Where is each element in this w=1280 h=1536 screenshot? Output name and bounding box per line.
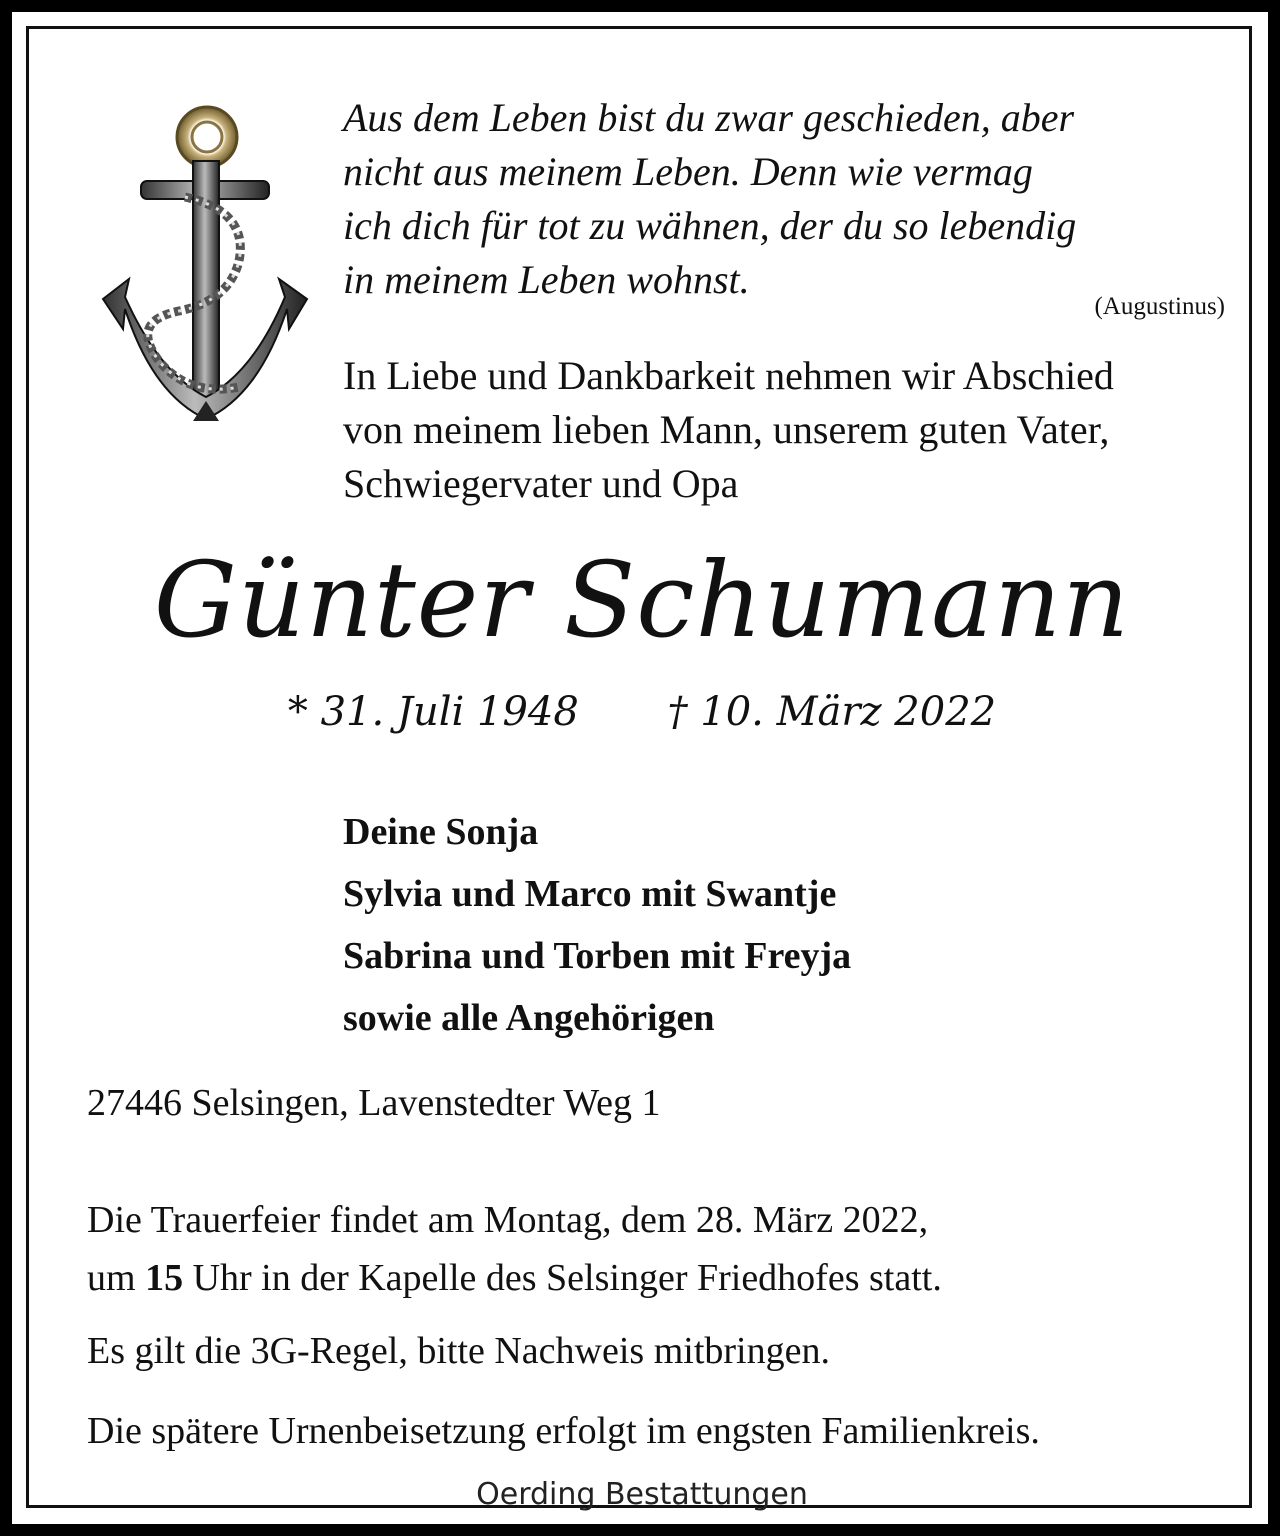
farewell-text [343,349,1243,511]
service-info [87,1191,942,1307]
farewell-line: Schwiegervater und Opa [343,461,739,506]
service-line-2 [87,1249,942,1307]
service-suffix: Uhr in der Kapelle des Selsinger Friedhofes statt. [183,1257,942,1299]
burial-note: Die spätere Urnenbeisetzung erfolgt im engsten Familienkreis. [87,1410,1040,1452]
quote-line: nicht aus meinem Leben. Denn wie vermag [343,149,1033,194]
mourner-line: Deine Sonja [343,811,539,853]
mourner-line: Sylvia und Marco mit Swantje [343,873,837,915]
undertaker: Oerding Bestattungen [476,1477,808,1512]
service-line-1: Die Trauerfeier findet am Montag, dem 28. März 2022, [87,1199,929,1241]
obituary-frame [26,26,1252,1512]
birth-date: * 31. Juli 1948 [287,689,579,735]
farewell-line: In Liebe und Dankbarkeit nehmen wir Abschied [343,353,1114,398]
death-date: † 10. März 2022 [667,689,997,735]
obituary-page [12,12,1268,1524]
quote [343,91,1243,307]
anchor-icon [89,101,319,431]
deceased-name: Günter Schumann [153,539,1131,661]
covid-note: Es gilt die 3G-Regel, bitte Nachweis mitbringen. [87,1330,830,1372]
service-prefix: um [87,1257,146,1299]
mourner-line: Sabrina und Torben mit Freyja [343,935,852,977]
farewell-line: von meinem lieben Mann, unserem guten Vater, [343,407,1110,452]
life-dates [29,689,1255,735]
address: 27446 Selsingen, Lavenstedter Weg 1 [87,1082,661,1124]
mourner-line: sowie alle Angehörigen [343,997,715,1039]
quote-source: (Augustinus) [1094,293,1225,320]
quote-line: ich dich für tot zu wähnen, der du so lebendig [343,203,1077,248]
mourners-list [343,801,851,1049]
quote-line: Aus dem Leben bist du zwar geschieden, aber [343,95,1075,140]
service-hour: 15 [145,1257,184,1299]
quote-line: in meinem Leben wohnst. [343,257,750,302]
